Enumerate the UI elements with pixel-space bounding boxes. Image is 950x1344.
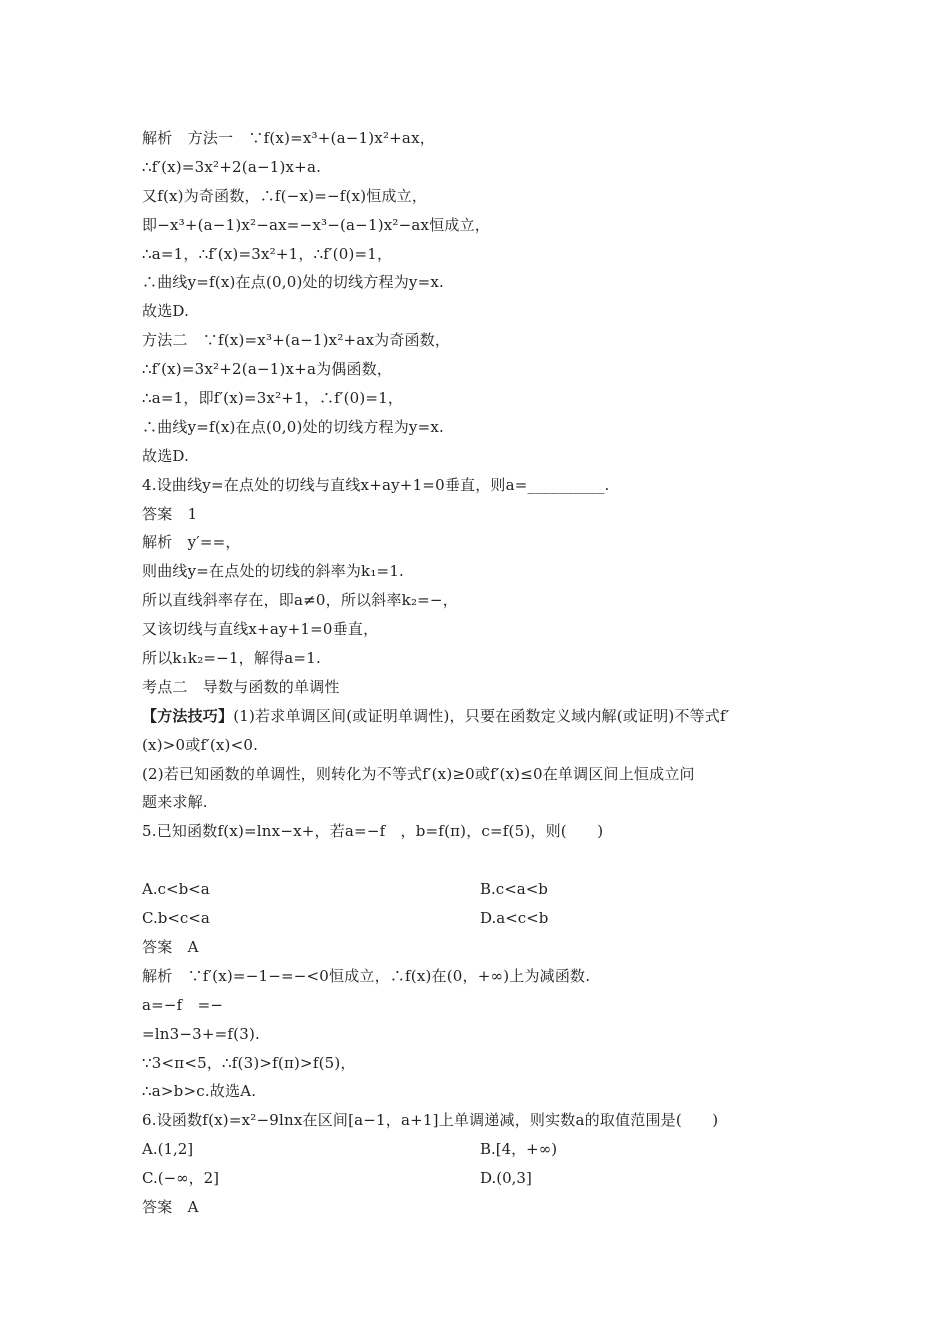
text-line: ∴曲线y=f(x)在点(0,0)处的切线方程为y=x.	[142, 273, 444, 292]
method-tip-line: (2)若已知函数的单调性，则转化为不等式f′(x)≥0或f′(x)≤0在单调区间上恒成立问	[142, 764, 695, 783]
question-5-stem: 5.已知函数f(x)=lnx−x+，若a=−f ，b=f(π)，c=f(5)，则( )	[142, 822, 604, 841]
question-6-options-row	[142, 1135, 822, 1164]
option-b: B.c<a<b	[480, 880, 548, 899]
question-6-options-row	[142, 1164, 822, 1193]
method-tip-line: (x)>0或f′(x)<0.	[142, 735, 259, 754]
answer-line: 答案 A	[142, 1197, 199, 1216]
text-line: 方法二 ∵f(x)=x³+(a−1)x²+ax为奇函数，	[142, 331, 451, 350]
text-line: ∵3<π<5，∴f(3)>f(π)>f(5)，	[142, 1053, 356, 1072]
method-tip-line	[142, 702, 822, 731]
text-line: 又f(x)为奇函数，∴f(−x)=−f(x)恒成立，	[142, 186, 428, 205]
option-c: C.(−∞，2]	[142, 1169, 220, 1188]
text-line: 解析 方法一 ∵f(x)=x³+(a−1)x²+ax，	[142, 129, 435, 147]
question-6-stem: 6.设函数f(x)=x²−9lnx在区间[a−1，a+1]上单调递减，则实数a的取值范围是( )	[142, 1111, 719, 1130]
option-a: A.(1,2]	[142, 1140, 194, 1159]
text-line: 故选D.	[142, 446, 190, 465]
text-line: 解析 ∵f′(x)=−1−=−<0恒成立，∴f(x)在(0，+∞)上为减函数.	[142, 966, 591, 985]
text-line: 所以直线斜率存在，即a≠0，所以斜率k₂=−，	[142, 591, 458, 610]
text-line: 故选D.	[142, 302, 190, 321]
question-5-options-row	[142, 875, 822, 904]
method-tip-line: 题来求解.	[142, 793, 208, 812]
blank-space	[142, 846, 822, 875]
text-line: 即−x³+(a−1)x²−ax=−x³−(a−1)x²−ax恒成立，	[142, 215, 490, 234]
method-tip-label: 【方法技巧】	[142, 706, 234, 725]
text-line: 所以k₁k₂=−1，解得a=1.	[142, 649, 321, 668]
option-c: C.b<c<a	[142, 909, 210, 928]
text-line: ∴a>b>c.故选A.	[142, 1082, 257, 1101]
text-line: 又该切线与直线x+ay+1=0垂直，	[142, 620, 379, 639]
text-line: 解析 y′==，	[142, 533, 241, 552]
question-4-stem: 4.设曲线y=在点处的切线与直线x+ay+1=0垂直，则a=__________.	[142, 475, 610, 494]
answer-line: 答案 1	[142, 504, 198, 523]
method-tip-text: (1)若求单调区间(或证明单调性)，只要在函数定义域内解(或证明)不等式f′	[233, 706, 730, 725]
text-line: =ln3−3+=f(3).	[142, 1024, 260, 1043]
question-5-options-row	[142, 904, 822, 933]
option-d: D.(0,3]	[480, 1169, 532, 1188]
text-line: ∴a=1，∴f′(x)=3x²+1，∴f′(0)=1，	[142, 244, 393, 263]
answer-line: 答案 A	[142, 937, 199, 956]
option-d: D.a<c<b	[480, 909, 549, 928]
text-line: ∴f′(x)=3x²+2(a−1)x+a.	[142, 157, 322, 176]
document-page	[142, 124, 822, 1222]
text-line: ∴a=1，即f′(x)=3x²+1，∴f′(0)=1，	[142, 389, 404, 408]
text-line: 则曲线y=在点处的切线的斜率为k₁=1.	[142, 562, 405, 581]
option-b: B.[4，+∞)	[480, 1140, 558, 1159]
option-a: A.c<b<a	[142, 880, 210, 899]
text-line: ∴f′(x)=3x²+2(a−1)x+a为偶函数，	[142, 360, 393, 379]
text-line: ∴曲线y=f(x)在点(0,0)处的切线方程为y=x.	[142, 417, 444, 436]
text-line: a=−f =−	[142, 995, 224, 1014]
section-heading: 考点二 导数与函数的单调性	[142, 677, 340, 696]
